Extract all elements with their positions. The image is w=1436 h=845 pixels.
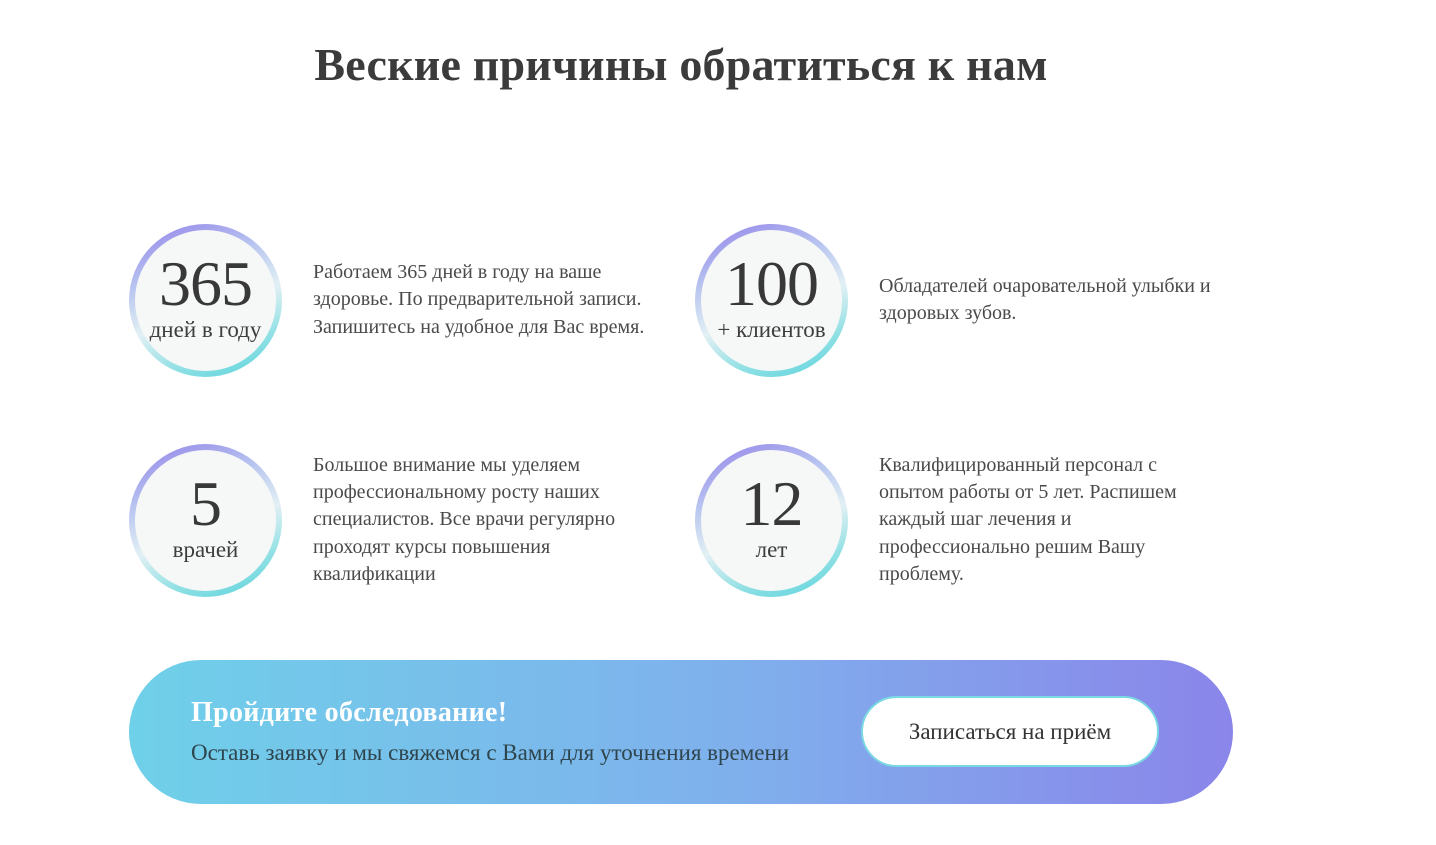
stat-number: 12	[740, 467, 803, 539]
stat-number: 365	[159, 247, 252, 319]
stat-unit: + клиентов	[717, 317, 826, 343]
reason-item-5-doctors	[129, 444, 667, 597]
cta-subtitle: Оставь заявку и мы свяжемся с Вами для уточнения времени	[191, 740, 790, 765]
cta-banner	[129, 660, 1233, 804]
reason-item-100-clients	[695, 224, 1233, 377]
reason-item-12-years	[695, 444, 1233, 597]
stat-unit: врачей	[172, 537, 239, 563]
stat-number: 5	[190, 467, 221, 539]
stat-circle-inner	[135, 230, 276, 371]
reason-text: Большое внимание мы уделяем профессиональному росту наших специалистов. Все врачи регулярно проходят курсы повышения квалификации	[313, 454, 616, 585]
stat-unit: лет	[755, 537, 788, 563]
stat-number: 100	[725, 247, 818, 319]
stat-circle-inner	[135, 450, 276, 591]
stat-circle-12-years	[695, 444, 848, 597]
reason-text: Квалифицированный персонал с опытом работы от 5 лет. Распишем каждый шаг лечения и профессионально решим Вашу проблему.	[879, 454, 1177, 585]
stat-circle-5-doctors	[129, 444, 282, 597]
reason-item-365-days	[129, 224, 667, 377]
stat-circle-inner	[701, 230, 842, 371]
reason-text: Работаем 365 дней в году на ваше здоровье. По предварительной записи. Запишитесь на удобное для Вас время.	[313, 261, 645, 338]
reason-text: Обладателей очаровательной улыбки и здоровых зубов.	[879, 274, 1211, 324]
cta-text-block	[191, 697, 789, 766]
stat-circle-365-days	[129, 224, 282, 377]
section-title: Веские причины обратиться к нам	[314, 39, 1048, 90]
reasons-section	[129, 0, 1233, 804]
stat-circle-inner	[701, 450, 842, 591]
appointment-button[interactable]: Записаться на приём	[861, 696, 1159, 767]
stat-circle-100-clients	[695, 224, 848, 377]
cta-title: Пройдите обследование!	[191, 697, 508, 728]
stat-unit: дней в году	[149, 317, 262, 343]
reasons-grid	[129, 224, 1233, 597]
